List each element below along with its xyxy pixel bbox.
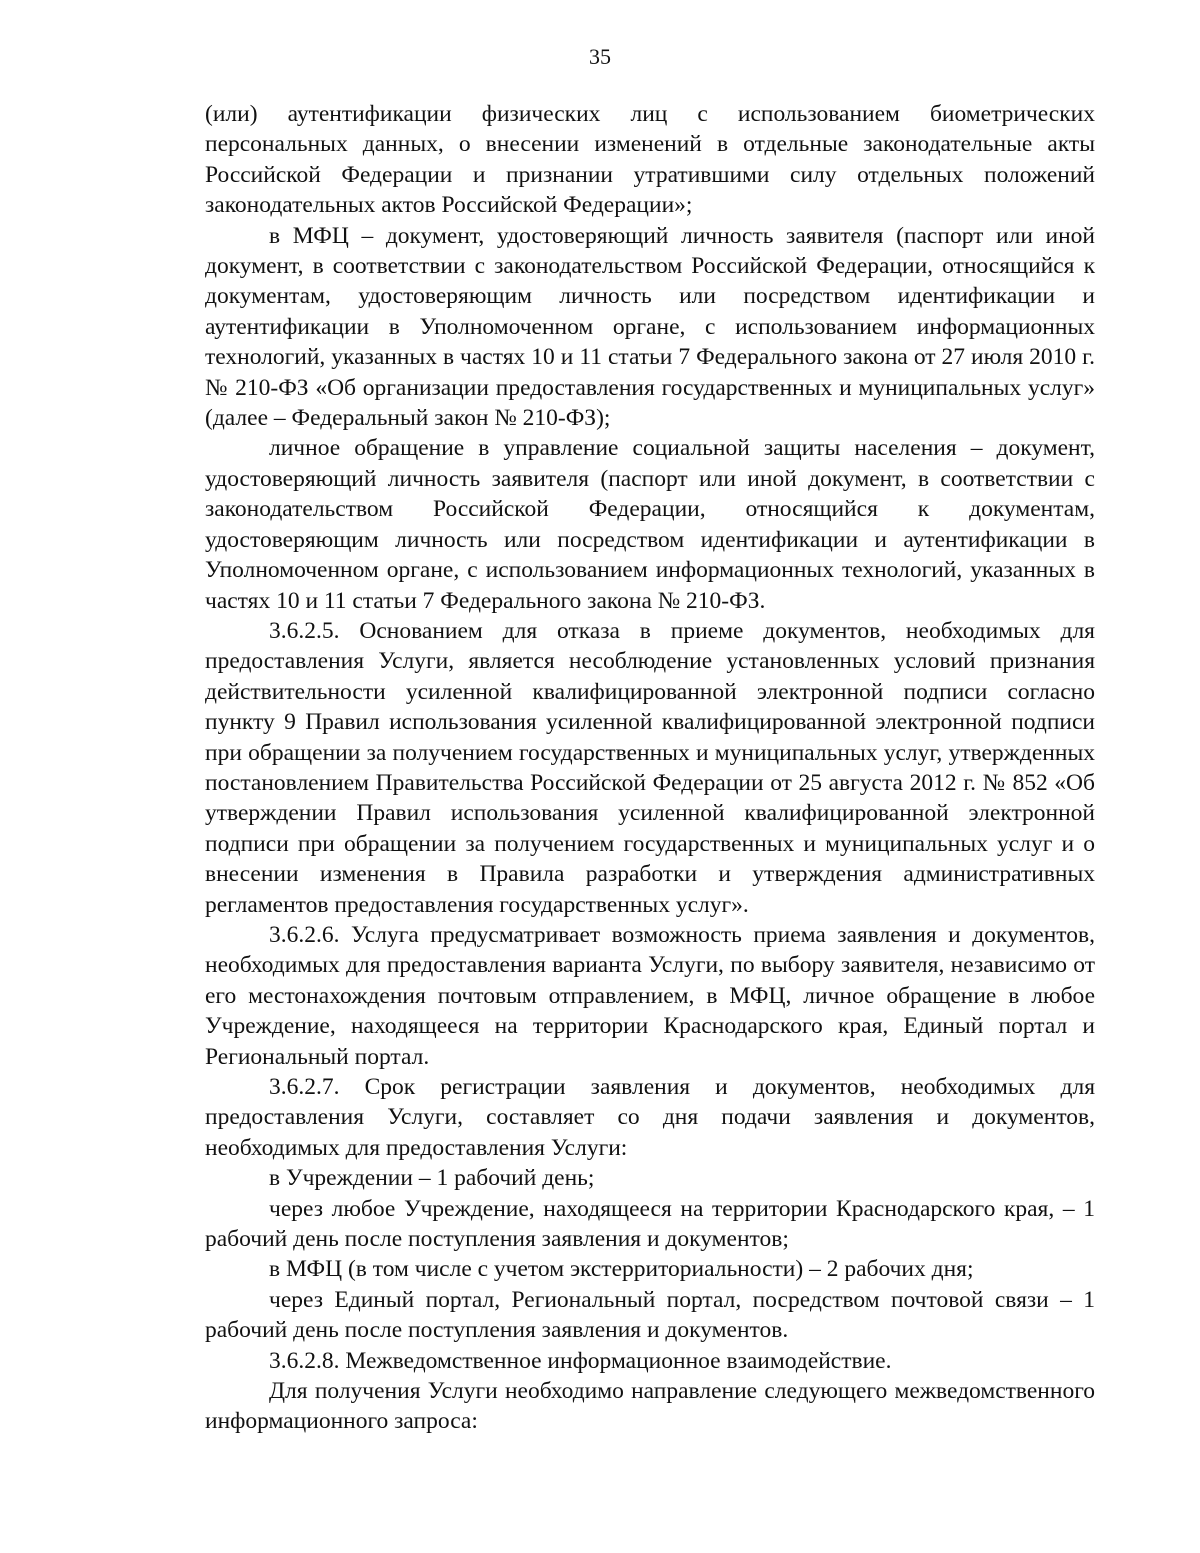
paragraph-3-6-2-8: 3.6.2.8. Межведомственное информационное взаимодействие. [269,1347,892,1374]
paragraph-3-6-2-5: 3.6.2.5. Основанием для отказа в приеме документов, необходимых для предоставления Услуги, является несоблюдение установленных условий признания действительности усиленной квалифицированной электронной подписи согласно пункту 9 Правил использования усиленной квалифицированной электронной подписи при обращении за получением государственных и муниципальных услуг, утвержденных постановлением Правительства Российской Федерации от 25 августа 2012 г. № 852 «Об утверждении Правил использования усиленной квалифицированной электронной подписи при обращении за получением государственных и муниципальных услуг и о внесении изменения в Правила разработки и утверждения административных регламентов предоставления государственных услуг». [205,617,1095,918]
page-number: 35 [589,44,611,69]
list-item-portal: через Единый портал, Региональный портал, посредством почтовой связи – 1 рабочий день после поступления заявления и документов. [205,1286,1095,1344]
paragraph-mfc-document: в МФЦ – документ, удостоверяющий личность заявителя (паспорт или иной документ, в соответствии с законодательством Российской Федерации, относящийся к документам, удостоверяющим личность или посредством идентификации и аутентификации в Уполномоченном органе, с использованием информационных технологий, указанных в частях 10 и 11 статьи 7 Федерального закона от 27 июля 2010 г. № 210-ФЗ «Об организации предоставления государственных и муниципальных услуг» (далее – Федеральный закон № 210-ФЗ); [205,222,1095,432]
list-item-institution: в Учреждении – 1 рабочий день; [269,1165,595,1192]
paragraph-personal-appeal: личное обращение в управление социальной защиты населения – документ, удостоверяющий личность заявителя (паспорт или иной документ, в соответствии с законодательством Российской Федерации, относящийся к документам, удостоверяющим личность или посредством идентификации и аутентификации в Уполномоченном органе, с использованием информационных технологий, указанных в частях 10 и 11 статьи 7 Федерального закона № 210-ФЗ. [205,435,1095,614]
paragraph-interagency-request: Для получения Услуги необходимо направление следующего межведомственного информационного запроса: [205,1378,1095,1435]
paragraph-continuation: (или) аутентификации физических лиц с использованием биометрических персональных данных, о внесении изменений в отдельные законодательные акты Российской Федерации и признании утратившими силу отдельных положений законодательных актов Российской Федерации»; [205,101,1095,219]
paragraph-3-6-2-6: 3.6.2.6. Услуга предусматривает возможность приема заявления и документов, необходимых для предоставления варианта Услуги, по выбору заявителя, независимо от его местонахождения почтовым отправлением, в МФЦ, личное обращение в любое Учреждение, находящееся на территории Краснодарского края, Единый портал и Региональный портал. [205,921,1095,1070]
document-body [205,99,1095,1437]
list-item-mfc: в МФЦ (в том числе с учетом экстерриториальности) – 2 рабочих дня; [269,1256,974,1283]
list-item-any-institution: через любое Учреждение, находящееся на территории Краснодарского края, – 1 рабочий день после поступления заявления и документов; [205,1195,1095,1253]
paragraph-3-6-2-7: 3.6.2.7. Срок регистрации заявления и документов, необходимых для предоставления Услуги, составляет со дня подачи заявления и документов, необходимых для предоставления Услуги: [205,1074,1095,1161]
